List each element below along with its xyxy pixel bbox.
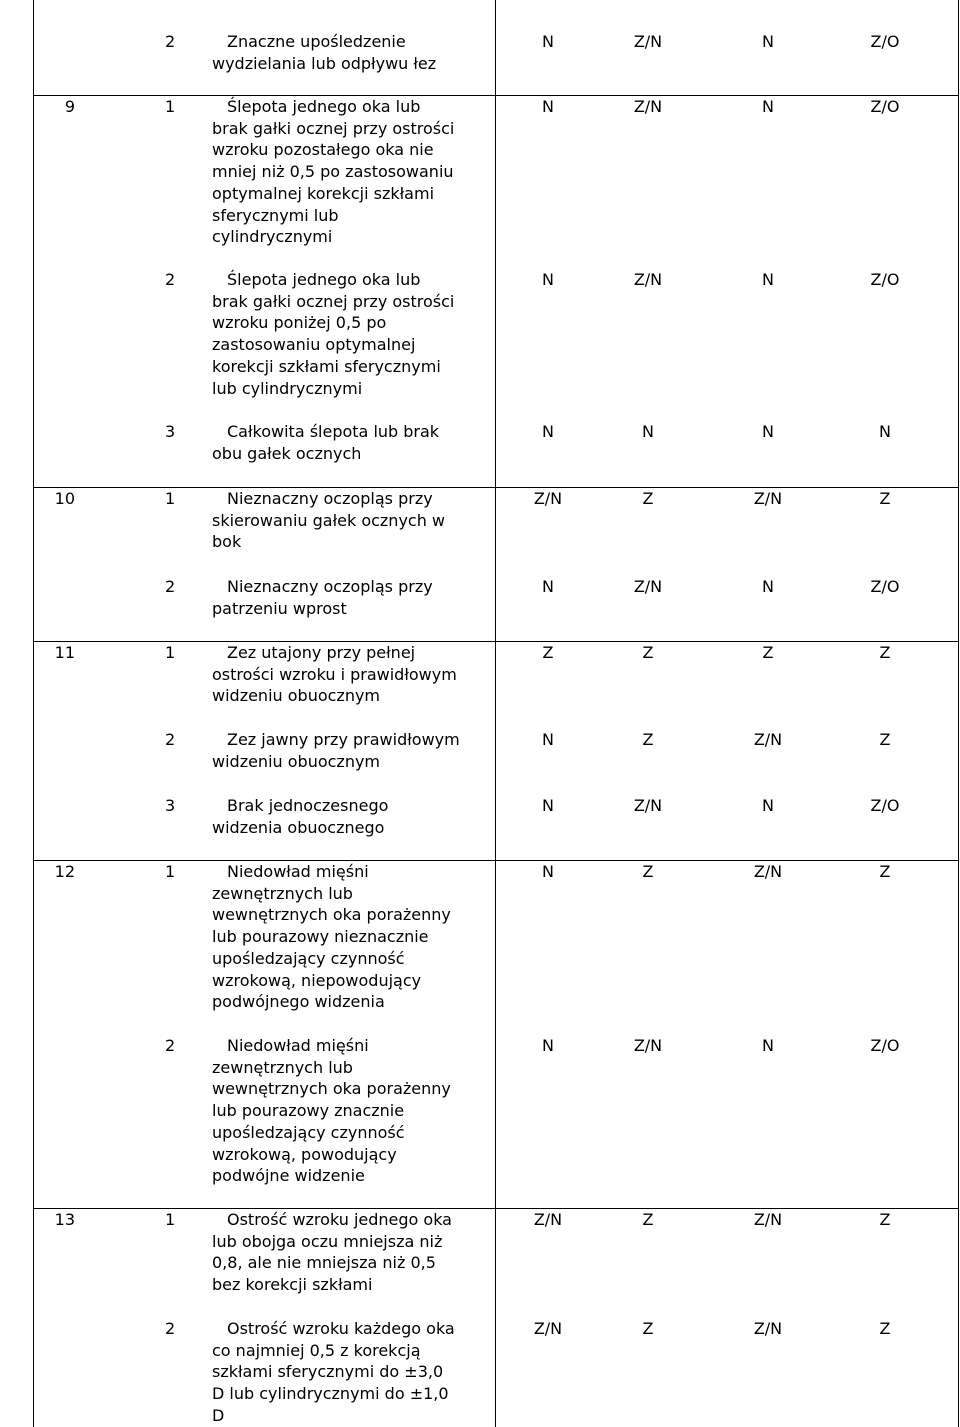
description-line: cylindrycznymi — [212, 227, 333, 247]
description-line: Zez utajony przy pełnej — [227, 643, 416, 662]
sub-item-number: 1 — [165, 97, 176, 116]
sub-item-number: 1 — [165, 643, 176, 662]
qualification-code: Z/O — [870, 1036, 900, 1055]
description-line: szkłami sferycznymi do ±3,0 — [212, 1362, 444, 1382]
sub-item-number: 2 — [165, 577, 176, 596]
qualification-code: Z — [879, 730, 891, 749]
table-border-right — [958, 0, 959, 1427]
description-line: lub cylindrycznymi — [212, 378, 363, 398]
qualification-code: Z — [642, 643, 654, 662]
qualification-code: N — [762, 577, 774, 596]
qualification-code: Z/N — [753, 730, 783, 749]
qualification-code: Z/N — [533, 489, 563, 508]
qualification-code: Z/N — [753, 1210, 783, 1229]
description-line: Brak jednoczesnego — [227, 796, 389, 815]
qualification-code: Z — [642, 730, 654, 749]
qualification-code: N — [762, 270, 774, 289]
qualification-code: N — [879, 422, 891, 441]
description-line: wydzielania lub odpływu łez — [212, 53, 437, 73]
description-line: sferycznymi lub — [212, 205, 339, 225]
description-line: wzrokową, niepowodujący — [212, 970, 422, 990]
qualification-code: Z/N — [633, 1036, 663, 1055]
sub-item-number: 2 — [165, 32, 176, 51]
description-line: Ostrość wzroku jednego oka — [227, 1210, 452, 1229]
qualification-code: N — [542, 97, 554, 116]
description-line: podwójne widzenie — [212, 1166, 365, 1186]
qualification-code: Z — [642, 1319, 654, 1338]
description-line: bez korekcji szkłami — [212, 1275, 373, 1295]
qualification-code: Z — [642, 862, 654, 881]
qualification-code: Z — [642, 489, 654, 508]
qualification-code: Z/N — [753, 862, 783, 881]
description-line: zewnętrznych lub — [212, 1057, 353, 1077]
qualification-code: N — [762, 97, 774, 116]
qualification-code: N — [542, 862, 554, 881]
qualification-code: N — [542, 422, 554, 441]
qualification-code: Z/O — [870, 97, 900, 116]
qualification-code: N — [762, 1036, 774, 1055]
qualification-code: N — [542, 32, 554, 51]
description-line: Nieznaczny oczopląs przy — [227, 489, 433, 508]
description-line: zewnętrznych lub — [212, 883, 353, 903]
description-line: mniej niż 0,5 po zastosowaniu — [212, 162, 454, 182]
description-line: skierowaniu gałek ocznych w — [212, 510, 446, 530]
qualification-code: Z — [879, 489, 891, 508]
description-line: Nieznaczny oczopląs przy — [227, 577, 433, 596]
description-line: obu gałek ocznych — [212, 443, 362, 463]
description-line: optymalnej korekcji szkłami — [212, 183, 435, 203]
item-number: 9 — [64, 97, 75, 116]
description-line: bok — [212, 532, 242, 552]
qualification-code: Z/N — [533, 1319, 563, 1338]
description-line: wzroku pozostałego oka nie — [212, 140, 434, 160]
qualification-code: N — [762, 796, 774, 815]
qualification-code: N — [542, 270, 554, 289]
description-line: lub pourazowy znacznie — [212, 1101, 405, 1121]
item-number: 11 — [54, 643, 75, 662]
qualification-code: Z — [879, 1210, 891, 1229]
description-line: D lub cylindrycznymi do ±1,0 — [212, 1384, 449, 1404]
sub-item-number: 2 — [165, 730, 176, 749]
description-line: widzenia obuocznego — [212, 817, 385, 837]
description-line: podwójnego widzenia — [212, 992, 385, 1012]
sub-item-number: 1 — [165, 862, 176, 881]
qualification-code: Z — [879, 643, 891, 662]
qualification-code: Z — [642, 1210, 654, 1229]
description-line: Ostrość wzroku każdego oka — [227, 1319, 455, 1338]
sub-item-number: 2 — [165, 1319, 176, 1338]
qualification-code: N — [542, 730, 554, 749]
qualification-code: Z/N — [633, 796, 663, 815]
qualification-code: Z/O — [870, 796, 900, 815]
description-line: Niedowład mięśni — [227, 862, 369, 881]
description-line: wewnętrznych oka porażenny — [212, 905, 451, 925]
qualification-code: N — [542, 1036, 554, 1055]
sub-item-number: 1 — [165, 1210, 176, 1229]
qualification-code: Z — [879, 862, 891, 881]
description-line: lub pourazowy nieznacznie — [212, 927, 429, 947]
qualification-code: N — [542, 577, 554, 596]
column-divider — [495, 0, 496, 1427]
qualification-code: Z/N — [633, 97, 663, 116]
description-line: upośledzający czynność — [212, 948, 405, 968]
description-line: Całkowita ślepota lub brak — [227, 422, 440, 441]
description-line: co najmniej 0,5 z korekcją — [212, 1340, 421, 1360]
item-number: 12 — [54, 862, 75, 881]
description-line: brak gałki ocznej przy ostrości — [212, 118, 455, 138]
sub-item-number: 3 — [165, 796, 176, 815]
description-line: ostrości wzroku i prawidłowym — [212, 664, 457, 684]
qualification-code: N — [762, 422, 774, 441]
description-line: widzeniu obuocznym — [212, 686, 381, 706]
description-line: brak gałki ocznej przy ostrości — [212, 291, 455, 311]
qualification-code: Z/N — [753, 1319, 783, 1338]
qualification-code: Z/N — [633, 32, 663, 51]
sub-item-number: 3 — [165, 422, 176, 441]
qualification-code: N — [762, 32, 774, 51]
qualification-code: Z — [879, 1319, 891, 1338]
qualification-code: Z/O — [870, 577, 900, 596]
description-line: wewnętrznych oka porażenny — [212, 1079, 451, 1099]
item-number: 10 — [54, 489, 75, 508]
item-number: 13 — [54, 1210, 75, 1229]
description-line: Niedowład mięśni — [227, 1036, 369, 1055]
sub-item-number: 2 — [165, 270, 176, 289]
qualification-code: Z — [762, 643, 774, 662]
description-line: korekcji szkłami sferycznymi — [212, 356, 441, 376]
description-line: wzrokową, powodujący — [212, 1144, 397, 1164]
description-line: upośledzający czynność — [212, 1122, 405, 1142]
qualification-code: Z/N — [633, 270, 663, 289]
description-line: Ślepota jednego oka lub — [227, 97, 421, 116]
sub-item-number: 2 — [165, 1036, 176, 1055]
qualification-code: Z/N — [533, 1210, 563, 1229]
description-line: Znaczne upośledzenie — [227, 32, 406, 51]
description-line: D — [212, 1405, 225, 1425]
description-line: widzeniu obuocznym — [212, 751, 381, 771]
description-line: Ślepota jednego oka lub — [227, 270, 421, 289]
description-line: lub obojga oczu mniejsza niż — [212, 1231, 443, 1251]
sub-item-number: 1 — [165, 489, 176, 508]
description-line: Zez jawny przy prawidłowym — [227, 730, 460, 749]
qualification-code: N — [542, 796, 554, 815]
qualification-code: Z — [542, 643, 554, 662]
description-line: wzroku poniżej 0,5 po — [212, 313, 387, 333]
description-line: patrzeniu wprost — [212, 598, 347, 618]
qualification-code: Z/O — [870, 32, 900, 51]
qualification-code: Z/O — [870, 270, 900, 289]
description-line: zastosowaniu optymalnej — [212, 335, 416, 355]
qualification-code: N — [642, 422, 654, 441]
description-line: 0,8, ale nie mniejsza niż 0,5 — [212, 1253, 436, 1273]
qualification-code: Z/N — [633, 577, 663, 596]
qualification-code: Z/N — [753, 489, 783, 508]
